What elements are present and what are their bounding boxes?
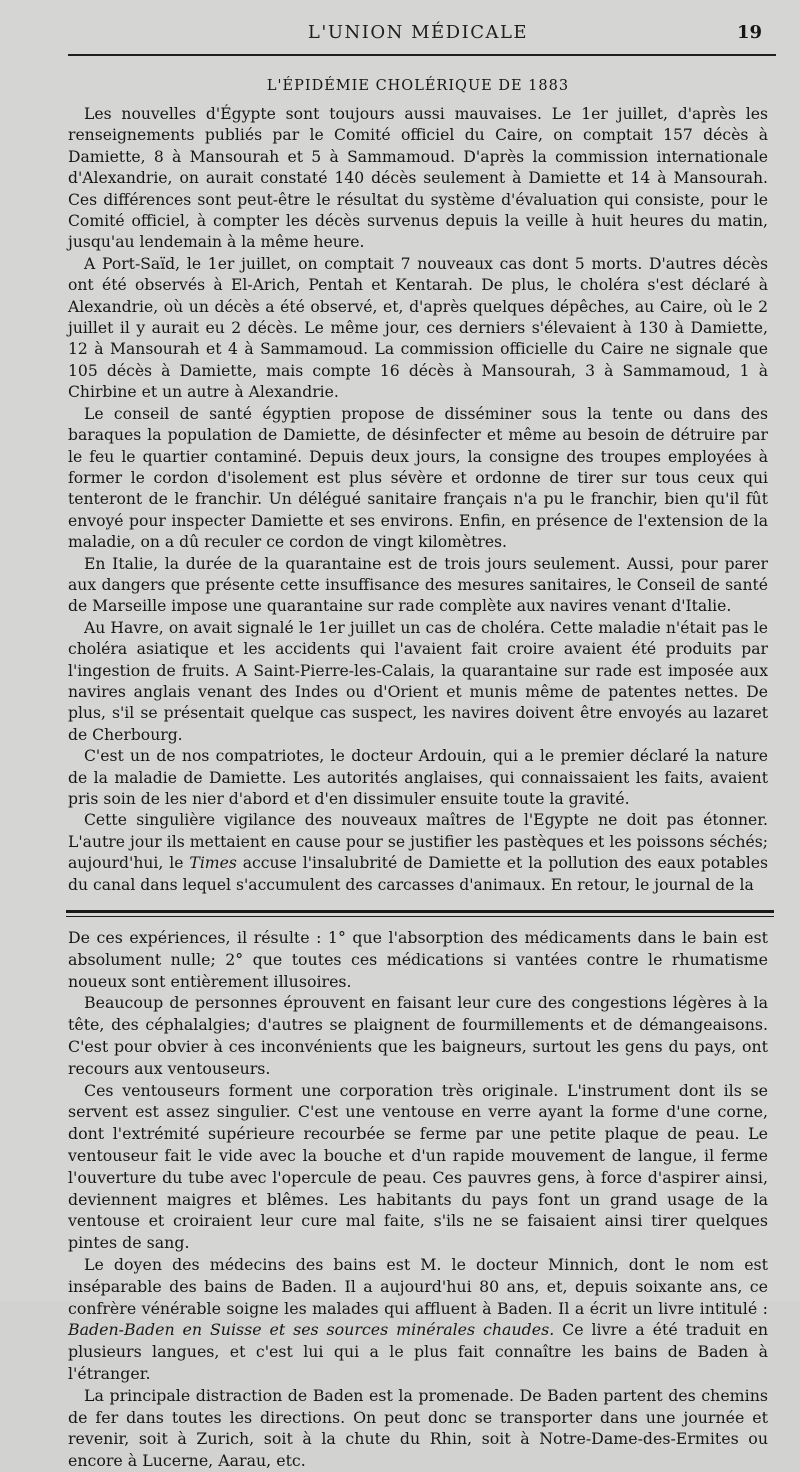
page-number: 19	[736, 22, 762, 43]
article-paragraph: Le conseil de santé égyptien propose de disséminer sous la tente ou dans des baraques la population de Damiette, de désinfecter et même au besoin de détruire par le feu le quartier contaminé. Depuis deux jours, la consigne des troupes employées à former le cordon d'isolement est plus sévère et ordonne de tirer sur tous ceux qui tenteront de le franchir. Un délégué sanitaire français n'a pu le franchir, bien qu'il fût envoyé pour inspecter Damiette et ses environs. Enfin, en présence de l'extension de la maladie, on a dû reculer ce cordon de vingt kilomètres.	[68, 404, 768, 552]
feuilleton-paragraph	[68, 1254, 768, 1385]
article-paragraph: A Port-Saïd, le 1er juillet, on comptait 7 nouveaux cas dont 5 morts. D'autres décès ont été observés à El-Arich, Pentah et Kentarah. De plus, le choléra s'est déclaré à Alexandrie, où un décès a été observé, et, d'après quelques dépêches, au Caire, où le 2 juillet il y aurait eu 2 décès. Le même jour, ces derniers s'élevaient à 130 à Damiette, 12 à Mansourah et 4 à Sammamoud. La commission officielle du Caire ne signale que 105 décès à Damiette, mais compte 16 décès à Mansourah, 3 à Sammamoud, 1 à Chirbine et un autre à Alexandrie.	[68, 254, 768, 402]
article-paragraph: C'est un de nos compatriotes, le docteur Ardouin, qui a le premier déclaré la nature de la maladie de Damiette. Les autorités anglaises, qui connaissaient les faits, avaient pris soin de les nier d'abord et d'en dissimuler ensuite toute la gravité.	[68, 747, 768, 808]
header-rule	[68, 54, 776, 56]
page-header	[68, 10, 768, 48]
feuilleton-text: Le doyen des médecins des bains est M. le docteur Minnich, dont le nom est inséparable des bains de Baden. Il a aujourd'hui 80 ans, et, depuis soixante ans, ce confrère vénérable soigne les malades qui affluent à Baden. Il a écrit un livre intitulé :	[68, 1254, 768, 1318]
feuilleton-paragraph: La principale distraction de Baden est la promenade. De Baden partent des chemins de fer dans toutes les directions. On peut donc se transporter dans une journée et revenir, soit à Zurich, soit à la chute du Rhin, soit à Notre-Dame-des-Ermites ou encore à Lucerne, Aarau, etc.	[68, 1385, 768, 1471]
article-paragraph: Les nouvelles d'Égypte sont toujours aussi mauvaises. Le 1er juillet, d'après les renseignements publiés par le Comité officiel du Caire, on comptait 157 décès à Damiette, 8 à Mansourah et 5 à Sammamoud. D'après la commission internationale d'Alexandrie, on aurait constaté 140 décès seulement à Damiette et 14 à Mansourah. Ces différences sont peut-être le résultat du système d'évaluation qui consiste, pour le Comité officiel, à compter les décès survenus depuis la veille à huit heures du matin, jusqu'au lendemain à la même heure.	[68, 105, 768, 252]
feuilleton-paragraph: Beaucoup de personnes éprouvent en faisant leur cure des congestions légères à la tête, des céphalalgies; d'autres se plaignent de fourmillements et de démangeaisons. C'est pour obvier à ces inconvénients que les baigneurs, surtout les gens du pays, ont recours aux ventouseurs.	[68, 993, 768, 1078]
feuilleton-paragraph: De ces expériences, il résulte : 1° que l'absorption des médicaments dans le bain est absolument nulle; 2° que toutes ces médications si vantées contre le rhumatisme noueux sont entièrement illusoires.	[68, 928, 768, 991]
feuilleton-section	[68, 927, 768, 1472]
article-text: Cette singulière vigilance des nouveaux maîtres de l'Egypte ne doit pas étonner. L'autre jour ils mettaient en cause pour se justifier les pastèques et les poissons séchés; aujourd'hui, le	[68, 811, 768, 873]
article-paragraph: En Italie, la durée de la quarantaine est de trois jours seulement. Aussi, pour parer aux dangers que présente cette insuffisance des mesures sanitaires, le Conseil de santé de Marseille impose une quarantaine sur rade complète aux navires venant d'Italie.	[68, 554, 768, 616]
article-paragraph	[68, 810, 768, 896]
running-head: L'UNION MÉDICALE	[307, 22, 529, 43]
feuilleton-separator	[66, 910, 774, 917]
article-title: L'ÉPIDÉMIE CHOLÉRIQUE DE 1883	[266, 78, 570, 94]
feuilleton-paragraph: Ces ventouseurs forment une corporation très originale. L'instrument dont ils se servent est assez singulier. C'est une ventouse en verre ayant la forme d'une corne, dont l'extrémité supérieure recourbée se ferme par une petite plaque de peau. Le ventouseur fait le vide avec la bouche et d'un rapide mouvement de langue, il ferme l'ouverture du tube avec l'opercule de peau. Ces pauvres gens, à force d'aspirer ainsi, deviennent maigres et blêmes. Les habitants du pays font un grand usage de la ventouse et croiraient leur cure mal faite, s'ils ne se faisaient ainsi tirer quelques pintes de sang.	[68, 1080, 768, 1253]
cholera-article	[68, 78, 768, 896]
book-title: Baden-Baden en Suisse et ses sources minérales chaudes.	[68, 1320, 555, 1340]
newspaper-name: Times	[189, 854, 237, 873]
article-paragraph: Au Havre, on avait signalé le 1er juillet un cas de choléra. Cette maladie n'était pas le choléra asiatique et les accidents qui l'avaient fait croire avaient été produits par l'ingestion de fruits. A Saint-Pierre-les-Calais, la quarantaine sur rade est imposée aux navires anglais venant des Indes ou d'Orient et munis même de patentes nettes. De plus, s'il se présentait quelque cas suspect, les navires doivent être envoyés au lazaret de Cherbourg.	[68, 618, 768, 744]
article-text: accuse l'insalubrité de Damiette et la pollution des eaux potables du canal dans lequel s'accumulent des carcasses d'animaux. En retour, le journal de la	[68, 854, 768, 894]
feuilleton-text: Ce livre a été traduit en plusieurs langues, et c'est lui qui a le plus fait connaître les bains de Baden à l'étranger.	[68, 1320, 768, 1383]
